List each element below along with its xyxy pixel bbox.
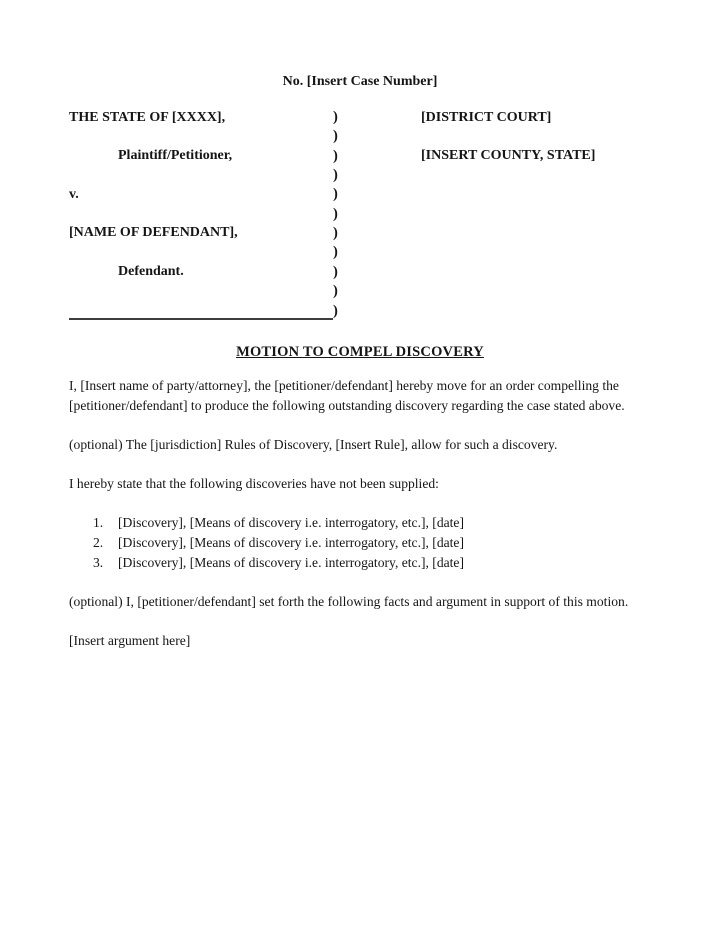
- caption-row: [69, 262, 595, 281]
- list-item: [69, 553, 651, 573]
- list-item-number: 1.: [93, 515, 104, 530]
- caption-row: [69, 204, 595, 223]
- caption-paren: ): [333, 244, 338, 261]
- list-item-text: [Discovery], [Means of discovery i.e. interrogatory, etc.], [date]: [118, 515, 464, 530]
- list-item-number: 3.: [93, 555, 104, 570]
- document-body: [69, 376, 651, 670]
- caption-paren: ): [333, 263, 338, 280]
- discovery-list: [69, 513, 651, 573]
- motion-paragraph-facts: (optional) I, [petitioner/defendant] set forth the following facts and argument in support of this motion.: [69, 594, 629, 609]
- caption-row: [69, 108, 595, 127]
- caption-paren: ): [333, 147, 338, 164]
- caption-paren: ): [333, 109, 338, 126]
- caption-defendant-designation: Defendant.: [118, 264, 184, 280]
- caption-paren: ): [333, 128, 338, 145]
- caption-row: [69, 224, 595, 243]
- motion-paragraph-statement: I hereby state that the following discoveries have not been supplied:: [69, 476, 439, 491]
- caption-row: [69, 166, 595, 185]
- motion-paragraph-intro: I, [Insert name of party/attorney], the [petitioner/defendant] hereby move for an order compelling the [petitioner/defendant] to produce the following outstanding discovery regarding the case stated above.: [69, 378, 625, 413]
- caption-signature-rule: [69, 301, 333, 320]
- caption-paren: ): [333, 186, 338, 203]
- caption-county-state: [INSERT COUNTY, STATE]: [421, 148, 596, 164]
- caption-row: [69, 282, 595, 301]
- caption-row: [69, 185, 595, 204]
- case-caption: [69, 108, 595, 320]
- caption-row: [69, 243, 595, 262]
- caption-paren: ): [333, 205, 338, 222]
- caption-plaintiff-name: THE STATE OF [XXXX],: [69, 109, 226, 125]
- list-item: [69, 513, 651, 533]
- list-item-text: [Discovery], [Means of discovery i.e. interrogatory, etc.], [date]: [118, 535, 464, 550]
- motion-paragraph-argument-placeholder: [Insert argument here]: [69, 633, 191, 648]
- list-item-text: [Discovery], [Means of discovery i.e. interrogatory, etc.], [date]: [118, 555, 464, 570]
- case-number-line: No. [Insert Case Number]: [282, 74, 438, 89]
- caption-paren: ): [333, 224, 338, 241]
- motion-paragraph-rules: (optional) The [jurisdiction] Rules of Discovery, [Insert Rule], allow for such a discovery.: [69, 437, 558, 452]
- caption-plaintiff-designation: Plaintiff/Petitioner,: [118, 148, 233, 164]
- document-title: MOTION TO COMPEL DISCOVERY: [236, 344, 484, 360]
- list-item: [69, 533, 651, 553]
- caption-paren: ): [333, 282, 338, 299]
- caption-paren: ): [333, 167, 338, 184]
- list-item-number: 2.: [93, 535, 104, 550]
- caption-row: [69, 127, 595, 146]
- caption-row: [69, 147, 595, 166]
- caption-paren: ): [333, 303, 338, 320]
- caption-versus: v.: [69, 186, 79, 202]
- caption-defendant-name: [NAME OF DEFENDANT],: [69, 225, 238, 241]
- caption-row: [69, 301, 595, 320]
- caption-court-name: [DISTRICT COURT]: [421, 109, 552, 125]
